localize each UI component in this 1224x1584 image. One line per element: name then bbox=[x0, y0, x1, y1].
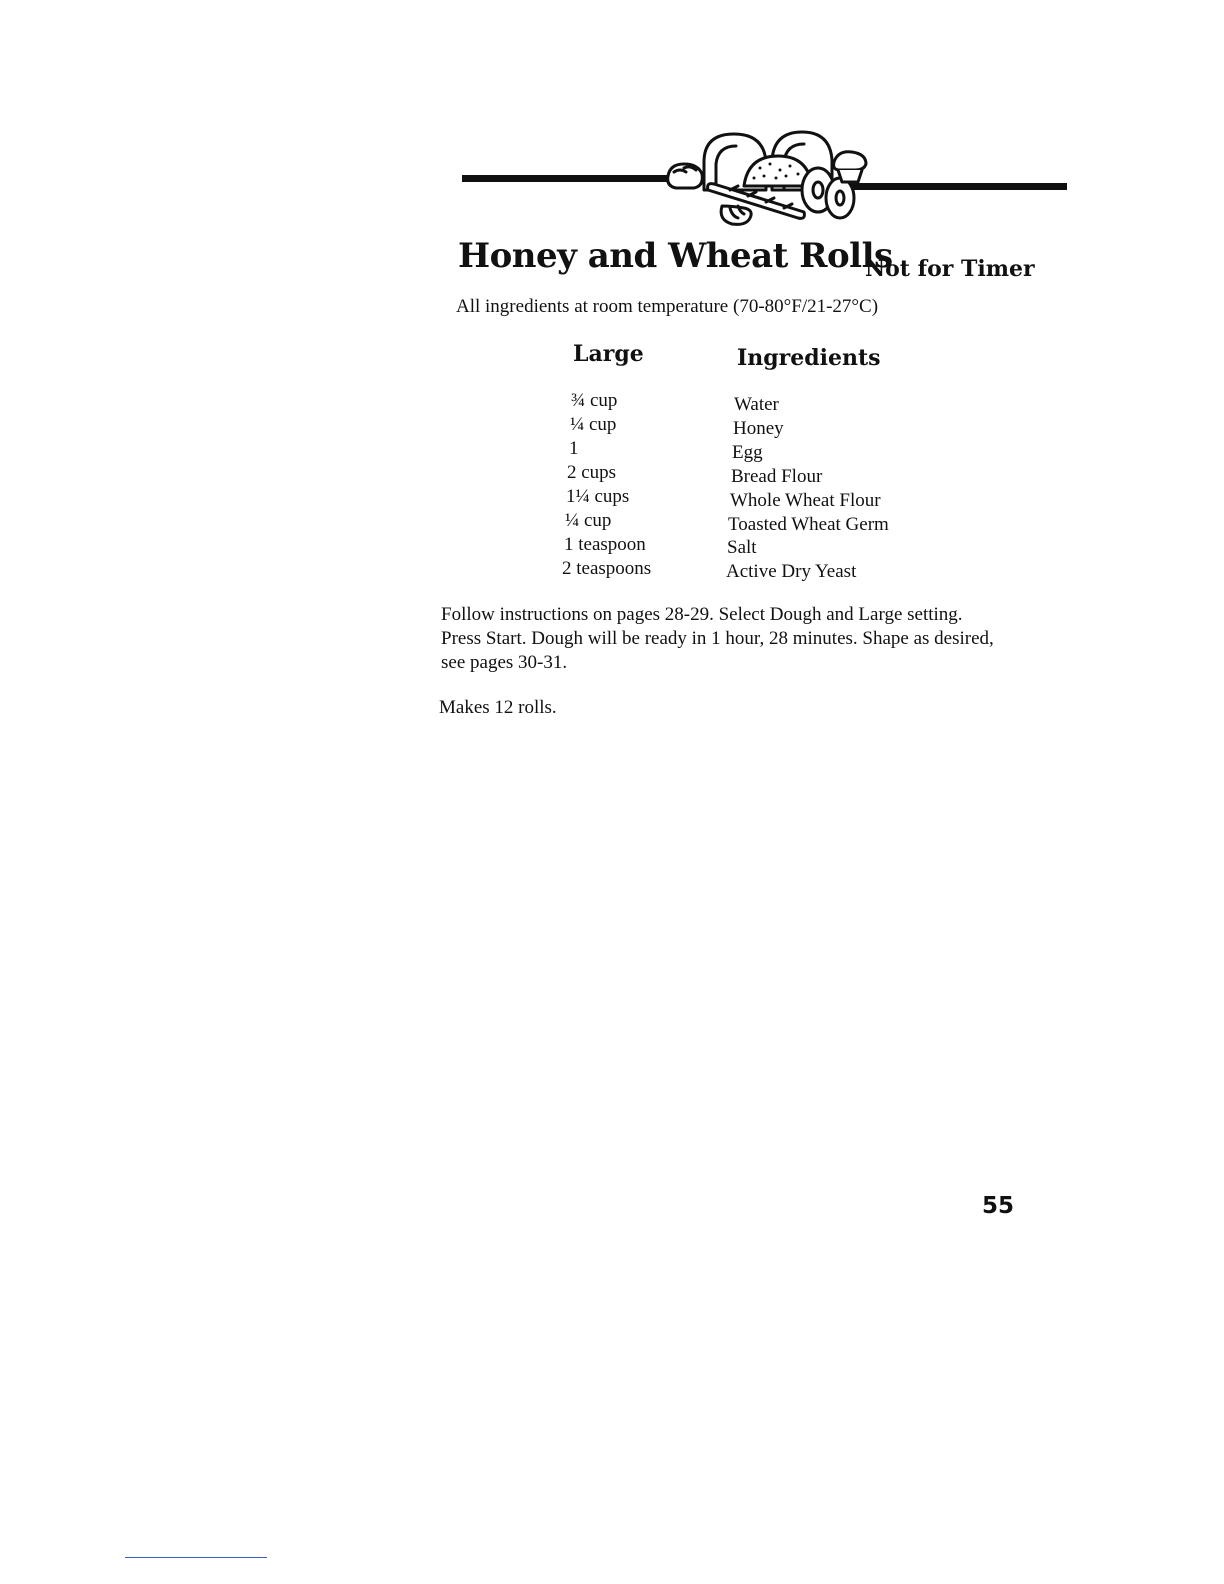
ingredient-amount: 2 teaspoons bbox=[562, 558, 652, 579]
ingredient-amount: 2 cups bbox=[567, 462, 617, 483]
recipe-yield: Makes 12 rolls. bbox=[439, 697, 557, 718]
instructions-paragraph: Follow instructions on pages 28-29. Select Dough and Large setting. Press Start. Dough will be ready in 1 hour, 28 minutes. Shape as desired, see pages 30-31. bbox=[441, 604, 994, 673]
footer-underline bbox=[125, 1557, 267, 1558]
column-header-large: Large bbox=[573, 341, 644, 367]
bread-assortment-icon bbox=[660, 128, 870, 233]
ingredient-amount: 1 bbox=[569, 438, 579, 459]
ingredient-amount: ¼ cup bbox=[565, 510, 612, 531]
recipe-subtitle: Not for Timer bbox=[865, 256, 1035, 282]
header-rule-right bbox=[845, 183, 1067, 190]
column-header-ingredients: Ingredients bbox=[737, 345, 881, 371]
recipe-title: Honey and Wheat Rolls bbox=[458, 236, 893, 276]
ingredient-amount: 1¼ cups bbox=[566, 486, 630, 507]
ingredient-name: Active Dry Yeast bbox=[726, 561, 857, 582]
ingredient-amount: 1 teaspoon bbox=[564, 534, 646, 555]
ingredient-name: Salt bbox=[727, 537, 757, 558]
temperature-note: All ingredients at room temperature (70-80°F/21-27°C) bbox=[456, 296, 879, 317]
header-rule-left bbox=[462, 175, 677, 182]
ingredient-amount: ¼ cup bbox=[570, 414, 617, 435]
ingredient-name: Honey bbox=[733, 418, 784, 439]
page-number: 55 bbox=[982, 1193, 1015, 1219]
ingredient-name: Water bbox=[734, 394, 779, 415]
ingredient-name: Bread Flour bbox=[731, 466, 823, 487]
ingredient-name: Whole Wheat Flour bbox=[730, 490, 881, 511]
ingredient-name: Toasted Wheat Germ bbox=[728, 514, 889, 535]
ingredient-amount: ¾ cup bbox=[571, 390, 618, 411]
ingredient-name: Egg bbox=[732, 442, 763, 463]
